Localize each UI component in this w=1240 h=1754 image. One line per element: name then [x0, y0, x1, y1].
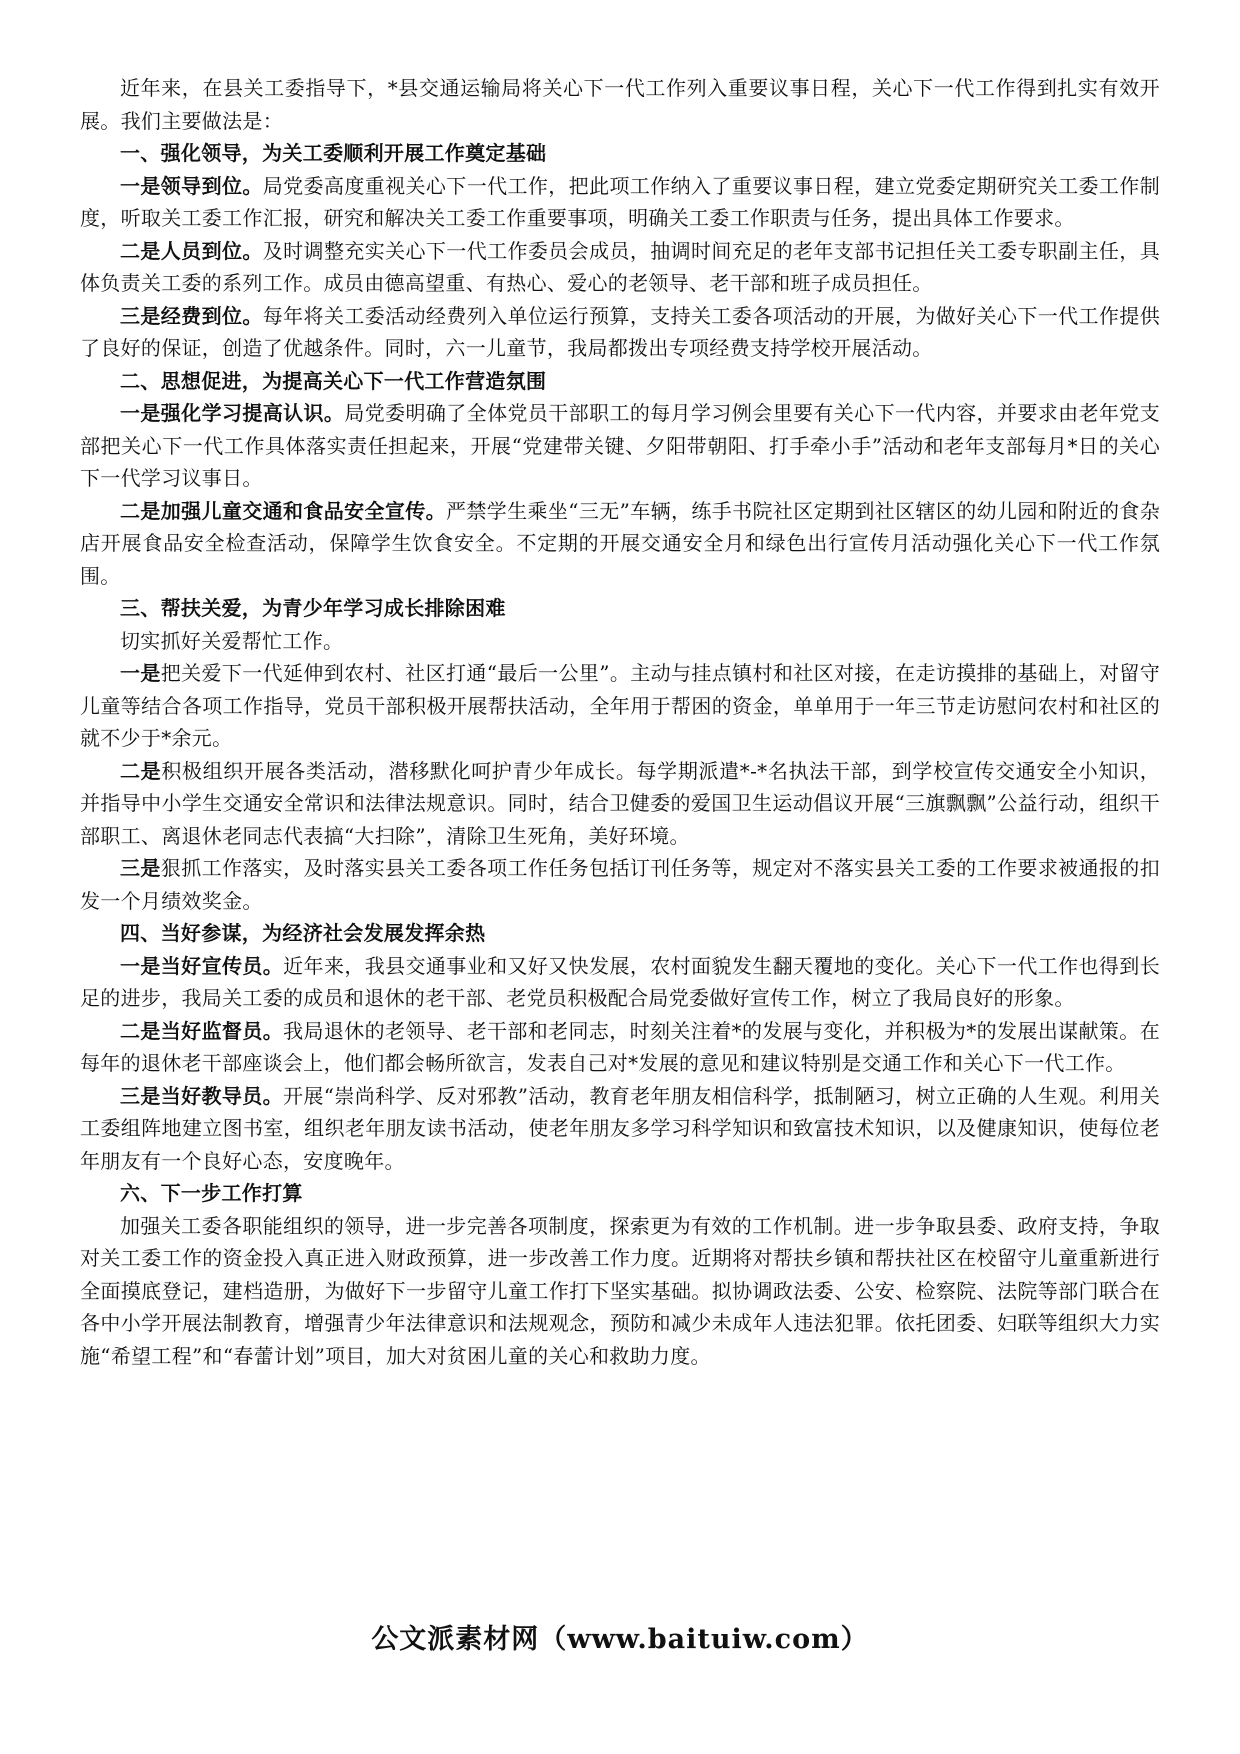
paragraph-text: 局党委高度重视关心下一代工作，把此项工作纳入了重要议事日程，建立党委定期研究关工委工作制度，听取关工委工作汇报，研究和解决关工委工作重要事项，明确关工委工作职责与任务，提出具体工作要求。 [80, 173, 1160, 230]
paragraph-text: 狠抓工作落实，及时落实县关工委各项工作任务包括订刊任务等，规定对不落实县关工委的工作要求被通报的扣发一个月绩效奖金。 [80, 856, 1160, 913]
paragraph-text: 近年来，我县交通事业和又好又快发展，农村面貌发生翻天覆地的变化。关心下一代工作也得到长足的进步，我局关工委的成员和退休的老干部、老党员积极配合局党委做好宣传工作，树立了我局良好的形象。 [80, 953, 1160, 1010]
paragraph-text: 开展“崇尚科学、反对邪教”活动，教育老年朋友相信科学，抵制陋习，树立正确的人生观。利用关工委组阵地建立图书室，组织老年朋友读书活动，使老年朋友多学习科学知识和致富技术知识，以及健康知识，使每位老年朋友有一个良好心态，安度晚年。 [80, 1083, 1160, 1173]
section-3-paragraph-3 [80, 852, 1160, 917]
paragraph-lead: 一是 [120, 661, 161, 685]
paragraph-lead: 三是经费到位。 [120, 303, 263, 328]
paragraph-lead: 一是强化学习提高认识。 [120, 401, 345, 425]
paragraph-lead: 二是加强儿童交通和食品安全宣传。 [120, 498, 447, 523]
section-4-paragraph-1 [80, 950, 1160, 1015]
section-1-paragraph-3 [80, 300, 1160, 365]
section-3-heading: 三、帮扶关爱，为青少年学习成长排除困难 [120, 596, 506, 620]
paragraph-lead: 二是人员到位。 [120, 238, 263, 263]
section-1-paragraph-1 [80, 170, 1160, 235]
paragraph-text: 每年将关工委活动经费列入单位运行预算，支持关工委各项活动的开展，为做好关心下一代工作提供了良好的保证，创造了优越条件。同时，六一儿童节，我局都拨出专项经费支持学校开展活动。 [80, 303, 1160, 360]
intro-paragraph: 近年来，在县关工委指导下，*县交通运输局将关心下一代工作列入重要议事日程，关心下一代工作得到扎实有效开展。我们主要做法是： [80, 76, 1160, 133]
paragraph-text: 严禁学生乘坐“三无”车辆，练手书院社区定期到社区辖区的幼儿园和附近的食杂店开展食品安全检查活动，保障学生饮食安全。不定期的开展交通安全月和绿色出行宣传月活动强化关心下一代工作氛围。 [80, 498, 1160, 588]
paragraph-text: 局党委明确了全体党员干部职工的每月学习例会里要有关心下一代内容，并要求由老年党支部把关心下一代工作具体落实责任担起来，开展“党建带关键、夕阳带朝阳、打手牵小手”活动和老年支部每月*日的关心下一代学习议事日。 [80, 401, 1160, 490]
section-6-paragraph: 加强关工委各职能组织的领导，进一步完善各项制度，探索更为有效的工作机制。进一步争取县委、政府支持，争取对关工委工作的资金投入真正进入财政预算，进一步改善工作力度。近期将对帮扶乡镇和帮扶社区在校留守儿童重新进行全面摸底登记，建档造册，为做好下一步留守儿童工作打下坚实基础。拟协调政法委、公安、检察院、法院等部门联合在各中小学开展法制教育，增强青少年法律意识和法规观念，预防和减少未成年人违法犯罪。依托团委、妇联等组织大力实施“希望工程”和“春蕾计划”项目，加大对贫困儿童的关心和救助力度。 [80, 1213, 1160, 1368]
paragraph-lead: 三是当好教导员。 [120, 1083, 284, 1108]
section-6-heading: 六、下一步工作打算 [120, 1181, 303, 1205]
section-2-paragraph-2 [80, 495, 1160, 593]
paragraph-text: 我局退休的老领导、老干部和老同志，时刻关注着*的发展与变化，并积极为*的发展出谋献策。在每年的退休老干部座谈会上，他们都会畅所欲言，发表自己对*发展的意见和建议特别是交通工作和关心下一代工作。 [80, 1018, 1160, 1075]
section-4-heading: 四、当好参谋，为经济社会发展发挥余热 [120, 921, 486, 945]
section-2-paragraph-1 [80, 397, 1160, 495]
paragraph-lead: 一是领导到位。 [120, 173, 263, 198]
paragraph-text: 及时调整充实关心下一代工作委员会成员，抽调时间充足的老年支部书记担任关工委专职副主任，具体负责关工委的系列工作。成员由德高望重、有热心、爱心的老领导、老干部和班子成员担任。 [80, 238, 1160, 295]
paragraph-text: 把关爱下一代延伸到农村、社区打通“最后一公里”。主动与挂点镇村和社区对接，在走访摸排的基础上，对留守儿童等结合各项工作指导，党员干部积极开展帮扶活动，全年用于帮困的资金，单单用于一年三节走访慰问农村和社区的就不少于*余元。 [80, 661, 1160, 750]
document-body [80, 72, 1160, 1372]
section-3-paragraph-2 [80, 755, 1160, 853]
section-4-paragraph-2 [80, 1015, 1160, 1080]
section-3-paragraph-1 [80, 657, 1160, 755]
paragraph-lead: 二是 [120, 758, 162, 783]
footer-watermark-text: 公文派素材网（www.baituiw.com） [371, 1624, 869, 1655]
section-4-paragraph-3 [80, 1080, 1160, 1178]
paragraph-lead: 一是当好宣传员。 [120, 953, 284, 978]
section-1-paragraph-2 [80, 235, 1160, 300]
paragraph-lead: 二是当好监督员。 [120, 1018, 284, 1043]
section-3-intro: 切实抓好关爱帮忙工作。 [120, 628, 344, 653]
paragraph-lead: 三是 [120, 856, 161, 880]
paragraph-text: 积极组织开展各类活动，潜移默化呵护青少年成长。每学期派遣*-*名执法干部，到学校宣传交通安全小知识，并指导中小学生交通安全常识和法律法规意识。同时，结合卫健委的爱国卫生运动倡议开展“三旗飘飘”公益行动，组织干部职工、离退休老同志代表搞“大扫除”，清除卫生死角，美好环境。 [80, 758, 1160, 848]
section-1-heading: 一、强化领导，为关工委顺利开展工作奠定基础 [120, 141, 547, 165]
section-2-heading: 二、思想促进，为提高关心下一代工作营造氛围 [120, 368, 547, 393]
